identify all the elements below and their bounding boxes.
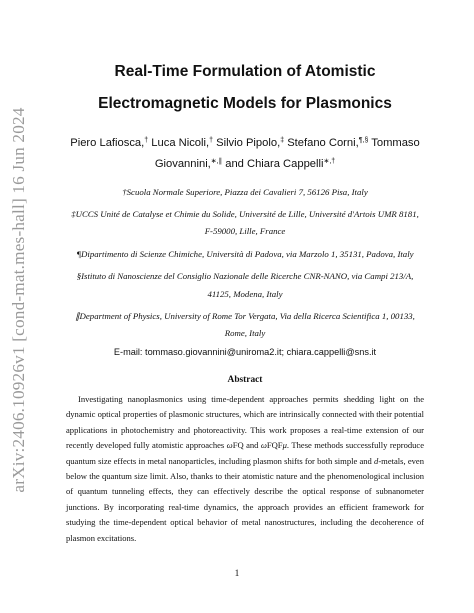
author-name: Silvio Pipolo, <box>213 137 281 149</box>
paper-title-line-2: Electromagnetic Models for Plasmonics <box>98 95 392 112</box>
affiliation-line: ∥Department of Physics, University of Rome Tor Vergata, Via della Ricerca Scientifica 1, 00133, <box>75 311 415 321</box>
arxiv-identifier <box>8 107 30 493</box>
abstract-text-run: Investigating nanoplasmonics using time-dependent approaches permits shedding light on the dynamic optical properties of plasmonic structures, which are intrinsically connected with their potential applications in photochemistry and photoreactivity. This work proposes a real-time extension of our recently developed fully atomistic approaches <box>66 394 424 451</box>
arxiv-identifier-text: arXiv:2406.10926v1 [cond-mat.mes-hall] 16 Jun 2024 <box>9 107 28 493</box>
affiliation-line: ‡UCCS Unité de Catalyse et Chimie du Solide, Université de Lille, Université d'Artois UMR 8181, <box>71 209 419 219</box>
author-name: Piero Lafiosca, <box>70 137 145 149</box>
affiliation-line: ¶Dipartimento di Scienze Chimiche, Università di Padova, via Marzolo 1, 35131, Padova, Italy <box>76 249 414 259</box>
author-affiliation-mark: † <box>209 137 214 144</box>
math-symbol: d <box>374 455 379 466</box>
abstract-text-run: FQ and <box>232 440 261 451</box>
affiliation-line: †Scuola Normale Superiore, Piazza dei Cavalieri 7, 56126 Pisa, Italy <box>122 187 368 197</box>
abstract-text-run: FQF <box>266 440 283 451</box>
abstract-text <box>66 392 424 546</box>
contact-email: E-mail: tommaso.giovannini@uniroma2.it; chiara.cappelli@sns.it <box>113 347 377 357</box>
math-symbol: μ <box>282 440 287 451</box>
author-affiliation-mark: ∗,∥ <box>210 158 223 165</box>
math-symbol: ω <box>260 440 267 451</box>
affiliation-line: Rome, Italy <box>224 328 266 338</box>
author-name: Tommaso <box>368 137 420 149</box>
abstract-text-run: -metals, even below the quantum size limit. Also, thanks to their atomistic nature and the phenomenological inclusion of quantum tunneling effects, they can effectively describe the optical response of subnanometer junctions. By incorporating real-time dynamics, the approach provides an efficient framework for studying the time-dependent optical behavior of metal nanostructures, including the decoherence of plasmon excitations. <box>66 455 424 543</box>
abstract-text-run: . These methods successfully reproduce quantum size effects in metal nanoparticles, including plasmon shifts for both simple and <box>66 440 424 466</box>
author-name: Stefano Corni, <box>284 137 359 149</box>
author-affiliation-mark: ∗,† <box>323 158 336 165</box>
author-name: Giovannini, <box>154 158 211 170</box>
page-number: 1 <box>234 569 240 579</box>
author-affiliation-mark: † <box>144 137 149 144</box>
author-list-line-2 <box>60 158 430 170</box>
paper-title-line-1: Real-Time Formulation of Atomistic <box>114 63 376 80</box>
affiliation-line: 41125, Modena, Italy <box>207 289 283 299</box>
author-affiliation-mark: ¶,§ <box>358 137 369 144</box>
affiliation-line: §Istituto di Nanoscienze del Consiglio Nazionale delle Ricerche CNR-NANO, via Campi 213/A, <box>76 271 414 281</box>
math-symbol: ω <box>226 440 233 451</box>
author-list-line-1 <box>60 137 430 149</box>
abstract-heading: Abstract <box>227 375 263 385</box>
author-name: and Chiara Cappelli <box>222 158 324 170</box>
author-affiliation-mark: ‡ <box>280 137 285 144</box>
author-name: Luca Nicoli, <box>148 137 210 149</box>
affiliation-line: F-59000, Lille, France <box>204 226 286 236</box>
